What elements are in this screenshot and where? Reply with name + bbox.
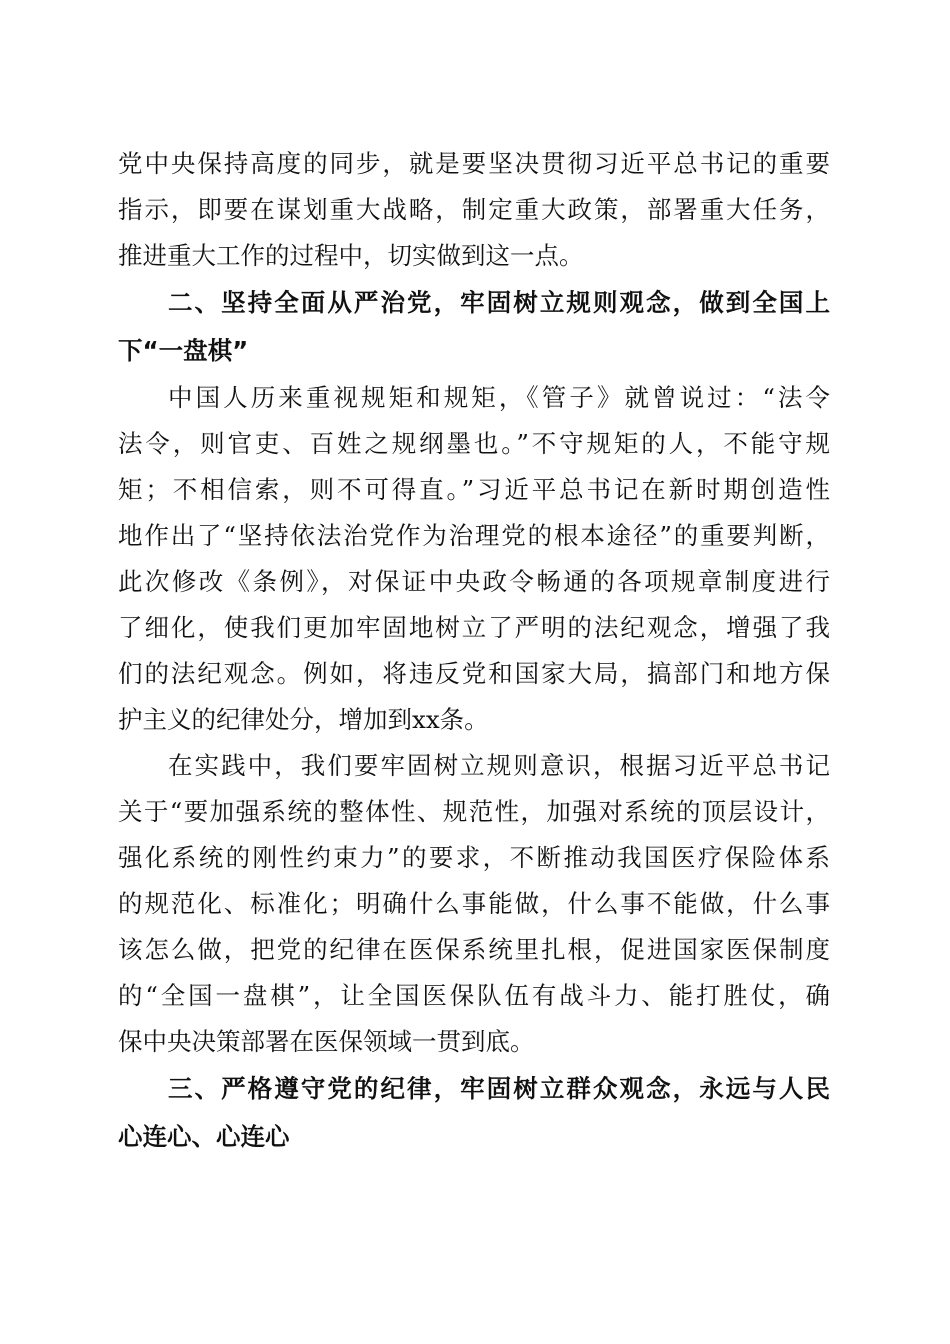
text-line: 了细化，使我们更加牢固地树立了严明的法纪观念，增强了我 xyxy=(118,613,830,642)
text-line: 的规范化、标准化；明确什么事能做，什么事不能做，什么事 xyxy=(118,889,830,918)
heading-line: 心连心、心连心 xyxy=(118,1122,290,1151)
text-line: 地作出了“坚持依法治党作为治理党的根本途径”的重要判断， xyxy=(118,521,830,550)
text-line: 矩；不相信索，则不可得直。”习近平总书记在新时期创造性 xyxy=(118,475,830,504)
text-line: 推进重大工作的过程中，切实做到这一点。 xyxy=(118,241,584,270)
text-line: 指示，即要在谋划重大战略，制定重大政策，部署重大任务， xyxy=(118,195,830,224)
document-page xyxy=(118,141,830,1161)
text-line: 关于“要加强系统的整体性、规范性，加强对系统的顶层设计， xyxy=(118,797,830,826)
section-heading-2 xyxy=(118,279,830,375)
paragraph-continuation xyxy=(118,141,830,279)
text-line: 强化系统的刚性约束力”的要求，不断推动我国医疗保险体系 xyxy=(118,843,830,872)
section-heading-3 xyxy=(118,1065,830,1161)
text-line: 保中央决策部署在医保领域一贯到底。 xyxy=(118,1027,535,1056)
text-line: 此次修改《条例》，对保证中央政令畅通的各项规章制度进行 xyxy=(118,567,830,596)
heading-line: 二、坚持全面从严治党，牢固树立规则观念，做到全国上 xyxy=(168,288,830,317)
text-line: 的“全国一盘棋”，让全国医保队伍有战斗力、能打胜仗，确 xyxy=(118,981,830,1010)
heading-line: 下“一盘棋” xyxy=(118,336,249,365)
text-line: 该怎么做，把党的纪律在医保系统里扎根，促进国家医保制度 xyxy=(118,935,830,964)
text-line: 在实践中，我们要牢固树立规则意识，根据习近平总书记 xyxy=(168,751,830,780)
text-line: 中国人历来重视规矩和规矩，《管子》就曾说过：“法令 xyxy=(168,383,830,412)
paragraph-rules xyxy=(118,375,830,743)
text-line: 护主义的纪律处分，增加到xx条。 xyxy=(118,705,489,734)
text-line: 们的法纪观念。例如，将违反党和国家大局，搞部门和地方保 xyxy=(118,659,830,688)
text-line: 党中央保持高度的同步，就是要坚决贯彻习近平总书记的重要 xyxy=(118,149,830,178)
paragraph-practice xyxy=(118,743,830,1065)
text-line: 法令，则官吏、百姓之规纲墨也。”不守规矩的人，不能守规 xyxy=(118,429,830,458)
heading-line: 三、严格遵守党的纪律，牢固树立群众观念，永远与人民 xyxy=(168,1074,830,1103)
